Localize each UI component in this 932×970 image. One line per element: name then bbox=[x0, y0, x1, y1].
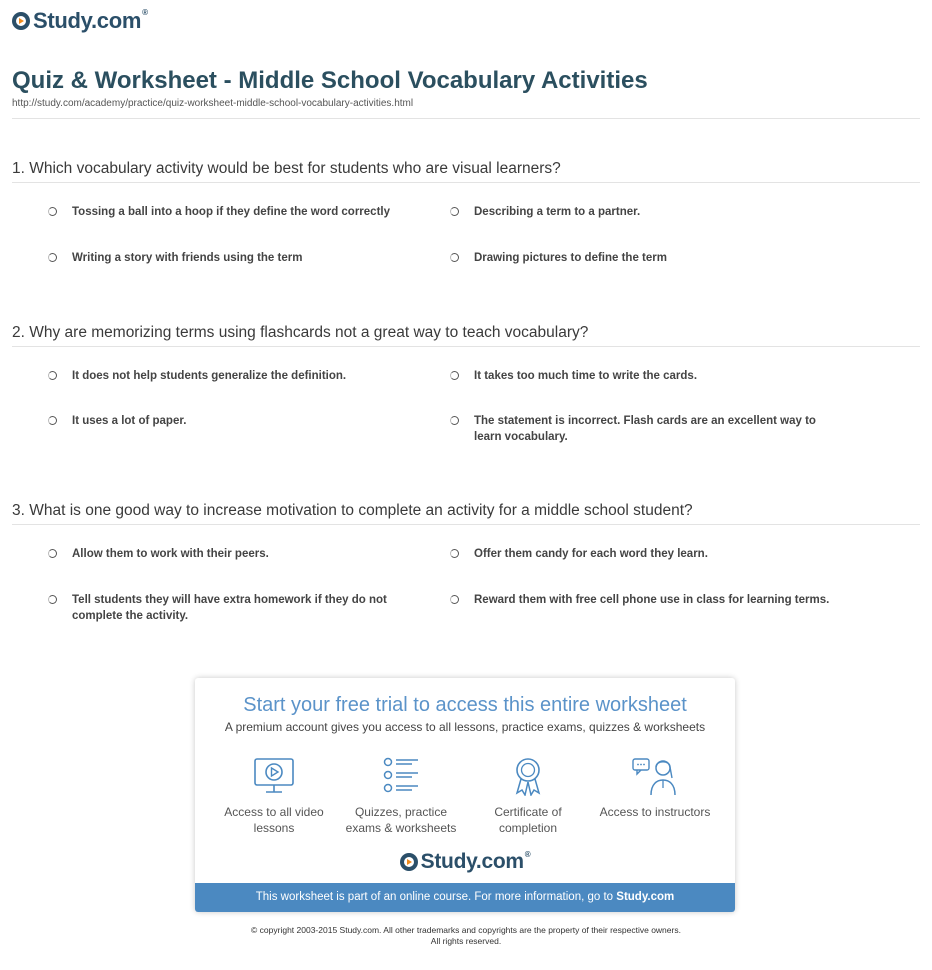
study-logo-icon bbox=[12, 12, 30, 30]
answer-option[interactable]: Reward them with free cell phone use in class for learning terms. bbox=[450, 592, 840, 608]
promo-study-logo[interactable] bbox=[195, 850, 735, 874]
feature-label: Certificate of completion bbox=[494, 805, 562, 835]
page-title: Quiz & Worksheet - Middle School Vocabulary Activities bbox=[12, 67, 648, 94]
question-3: 3. What is one good way to increase motivation to complete an activity for a middle school student? bbox=[12, 502, 693, 519]
copyright-text: © copyright 2003-2015 Study.com. All other trademarks and copyrights are the property of their respective owners. bbox=[251, 925, 681, 935]
feature-label: Access to instructors bbox=[599, 805, 711, 819]
divider bbox=[12, 182, 920, 183]
radio-button[interactable] bbox=[48, 549, 57, 558]
divider bbox=[12, 524, 920, 525]
promo-subtitle: A premium account gives you access to all lessons, practice exams, quizzes & worksheets bbox=[224, 720, 706, 734]
radio-button[interactable] bbox=[450, 371, 459, 380]
radio-button[interactable] bbox=[450, 253, 459, 262]
logo-text: Study.com® bbox=[420, 850, 531, 873]
feature-quizzes bbox=[336, 756, 466, 836]
divider bbox=[12, 346, 920, 347]
answer-option[interactable]: Offer them candy for each word they learn. bbox=[450, 546, 840, 562]
page-url: http://study.com/academy/practice/quiz-worksheet-middle-school-vocabulary-activities.html bbox=[12, 98, 414, 109]
radio-button[interactable] bbox=[450, 595, 459, 604]
question-2: 2. Why are memorizing terms using flashcards not a great way to teach vocabulary? bbox=[12, 324, 589, 341]
radio-button[interactable] bbox=[48, 416, 57, 425]
free-trial-promo[interactable] bbox=[195, 678, 735, 912]
answer-option[interactable]: Tossing a ball into a hoop if they define the word correctly bbox=[48, 204, 418, 220]
video-lesson-icon bbox=[252, 756, 296, 796]
radio-button[interactable] bbox=[450, 416, 459, 425]
answer-option[interactable]: It does not help students generalize the definition. bbox=[48, 368, 418, 384]
certificate-icon bbox=[506, 756, 550, 796]
answer-option[interactable]: It uses a lot of paper. bbox=[48, 413, 418, 429]
answer-option[interactable]: Writing a story with friends using the term bbox=[48, 250, 418, 266]
answer-option[interactable]: It takes too much time to write the cards. bbox=[450, 368, 840, 384]
promo-bar-text: This worksheet is part of an online course. For more information, go to bbox=[255, 891, 614, 903]
question-1: 1. Which vocabulary activity would be best for students who are visual learners? bbox=[12, 160, 561, 177]
study-link[interactable]: Study.com bbox=[616, 891, 675, 903]
logo-text: Study.com® bbox=[33, 8, 148, 33]
radio-button[interactable] bbox=[450, 207, 459, 216]
answer-option[interactable]: Describing a term to a partner. bbox=[450, 204, 840, 220]
promo-title[interactable]: Start your free trial to access this entire worksheet bbox=[243, 694, 687, 716]
study-logo[interactable] bbox=[12, 8, 148, 34]
rights-text: All rights reserved. bbox=[430, 936, 502, 946]
feature-label: Access to all video lessons bbox=[224, 805, 324, 835]
feature-video-lessons bbox=[209, 756, 339, 836]
copyright bbox=[0, 925, 932, 947]
quiz-list-icon bbox=[379, 756, 423, 796]
radio-button[interactable] bbox=[48, 595, 57, 604]
answer-option[interactable]: Tell students they will have extra homework if they do not complete the activity. bbox=[48, 592, 418, 624]
answer-option[interactable]: The statement is incorrect. Flash cards are an excellent way to learn vocabulary. bbox=[450, 413, 840, 445]
instructor-icon bbox=[631, 756, 679, 796]
promo-info-bar bbox=[195, 883, 735, 912]
feature-label: Quizzes, practice exams & worksheets bbox=[345, 805, 457, 835]
feature-certificate bbox=[463, 756, 593, 836]
feature-instructors bbox=[590, 756, 720, 820]
radio-button[interactable] bbox=[48, 207, 57, 216]
radio-button[interactable] bbox=[450, 549, 459, 558]
radio-button[interactable] bbox=[48, 371, 57, 380]
answer-option[interactable]: Drawing pictures to define the term bbox=[450, 250, 840, 266]
study-logo-icon bbox=[400, 853, 418, 871]
radio-button[interactable] bbox=[48, 253, 57, 262]
divider bbox=[12, 118, 920, 119]
answer-option[interactable]: Allow them to work with their peers. bbox=[48, 546, 418, 562]
